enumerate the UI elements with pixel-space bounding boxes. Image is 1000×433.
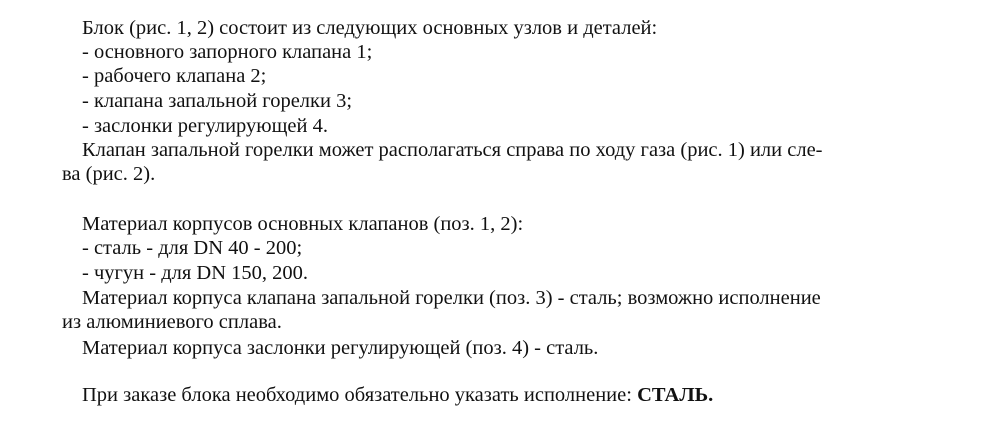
material-item: - чугун - для DN 150, 200. — [82, 262, 309, 284]
block-intro: Блок (рис. 1, 2) состоит из следующих основных узлов и деталей: — [82, 17, 658, 39]
pilot-valve-note-continuation: ва (рис. 2). — [62, 163, 156, 185]
pilot-valve-note: Клапан запальной горелки может располагаться справа по ходу газа (рис. 1) или сле- — [82, 139, 823, 161]
component-item: - заслонки регулирующей 4. — [82, 115, 328, 137]
order-note-text: При заказе блока необходимо обязательно указать исполнение: — [82, 384, 632, 406]
pilot-valve-material-continuation: из алюминиевого сплава. — [62, 311, 282, 333]
pilot-valve-material: Материал корпуса клапана запальной горелки (поз. 3) - сталь; возможно исполнение — [82, 287, 821, 309]
material-item: - сталь - для DN 40 - 200; — [82, 237, 303, 259]
component-item: - рабочего клапана 2; — [82, 65, 267, 87]
order-note-emphasis: СТАЛЬ. — [637, 384, 714, 406]
component-item: - основного запорного клапана 1; — [82, 41, 373, 63]
main-valves-material-heading: Материал корпусов основных клапанов (поз. 1, 2): — [82, 213, 524, 235]
damper-material: Материал корпуса заслонки регулирующей (поз. 4) - сталь. — [82, 337, 599, 359]
component-item: - клапана запальной горелки 3; — [82, 90, 353, 112]
order-note — [82, 383, 713, 407]
